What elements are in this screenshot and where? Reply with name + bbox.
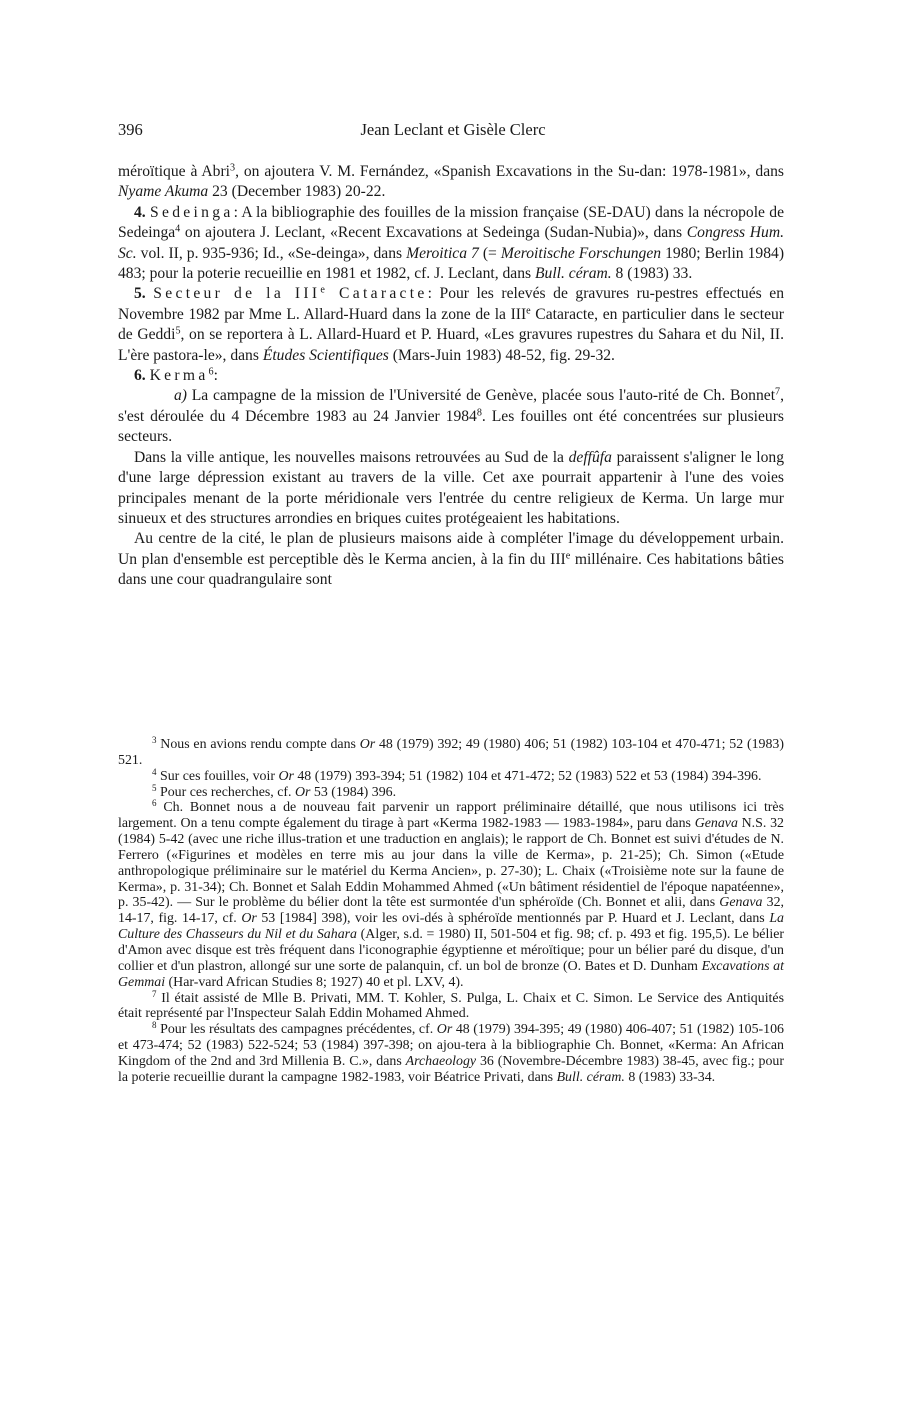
paragraph-abri: méroïtique à Abri$^3$, on ajoutera V. M. Fernández, «Spanish Excavations in the Su-dan: 1978-1981», dans Nyame Akuma 23 (December 1983) 20-22. <box>118 162 785 201</box>
footnote-ref: 4 <box>175 223 181 235</box>
section-number: 4. <box>134 203 146 221</box>
footnote: $^6$ Ch. Bonnet nous a de nouveau fait parvenir un rapport préliminaire détaillé, que nous utilisons ici très largement. On a tenu compte également du tirage à part «Kerma 1982-1983 — 1983-1984», paru dans Genava N.S. 32 (1984) 5-42 (avec une riche illus-tration et une traduction en anglais); le rapport de Ch. Bonnet est suivi d'études de N. Ferrero («Figurines et modèles en terre mis au jour dans la ville de Kerma», p. 21-25); Ch. Simon («Etude anthropologique préliminaire sur le matériel du Kerma Ancien», p. 27-30); L. Chaix («Troisième note sur la faune de Kerma», p. 31-34); Ch. Bonnet et Salah Eddin Mohammed Ahmed («Un bâtiment résidentiel de l'époque napatéenne», p. 35-42). — Sur le problème du bélier dont la tête est surmontée d'un sphéroïde (Ch. Bonnet et alii, dans Genava 32, 14-17, fig. 14-17, cf. Or 53 [1984] 398), voir les ovi-dés à sphéroïde mentionnés par P. Huard et J. Leclant, dans La Culture des Chasseurs du Nil et du Sahara (Alger, s.d. = 1980) II, 501-504 et fig. 98; cf. p. 493 et fig. 195,5). Le bélier d'Amon avec disque est très fréquent dans l'iconographie égyptienne et méroïtique; pour un bélier paré du disque, d'un collier et d'un plastron, allongé sur une sorte de palanquin, cf. un bol de bronze (O. Bates et D. Dunham Excavations at Gemmai (Har-vard African Studies 8; 1927) 40 et pl. LXV, 4). <box>118 798 784 990</box>
section-heading: Secteur de la III <box>153 285 321 303</box>
body-text <box>118 162 784 591</box>
footnote: $^5$ Pour ces recherches, cf. Or 53 (1984) 396. <box>152 782 397 800</box>
section-number: 6. <box>134 367 146 385</box>
footnote: $^8$ Pour les résultats des campagnes précédentes, cf. Or 48 (1979) 394-395; 49 (1980) 406-407; 51 (1982) 105-106 et 473-474; 52 (1983) 522-524; 53 (1984) 397-398; on ajou-tera à la bibliographie Ch. Bonnet, «Kerma: An African Kingdom of the 2nd and 3rd Millenia B. C.», dans Archaeology 36 (Novembre-Décembre 1983) 38-45, avec fig.; pour la poterie recueillie durant la campagne 1982-1983, voir Béatrice Privati, dans Bull. céram. 8 (1983) 33-34. <box>118 1020 784 1085</box>
section-cataracte: 5. Secteur de la IIIe Cataracte: Pour les relevés de gravures ru-pestres effectués en Novembre 1982 par Mme L. Allard-Huard dans la zone de la IIIe Cataracte, en particulier dans le secteur de Geddi$^5$, on se reportera à L. Allard-Huard et P. Huard, «Les gravures rupestres du Sahara et du Nil, II. L'ère pastora-le», dans Études Scientifiques (Mars-Juin 1983) 48-52, fig. 29-32. <box>118 284 785 364</box>
footnote-ref: 8 <box>476 407 482 419</box>
footnote: $^3$ Nous en avions rendu compte dans Or 48 (1979) 392; 49 (1980) 406; 51 (1982) 103-104 et 470-471; 52 (1983) 521. <box>118 735 784 768</box>
section-heading: Kerma <box>149 367 209 385</box>
footnote-ref: 7 <box>775 386 781 398</box>
footnote-mark: 7 <box>152 988 157 999</box>
page-number: 396 <box>118 120 143 139</box>
section-kerma: 6. Kerma$^6$: <box>134 366 218 385</box>
footnote-ref: 3 <box>230 162 236 174</box>
footnote-mark: 6 <box>152 798 157 809</box>
section-sedeinga: 4. Sedeinga: A la bibliographie des fouilles de la mission française (SE-DAU) dans la nécropole de Sedeinga$^4$ on ajoutera J. Leclant, «Recent Excavations at Sedeinga (Sudan-Nubia)», dans Congress Hum. Sc. vol. II, p. 935-936; Id., «Se-deinga», dans Meroitica 7 (= Meroitische Forschungen 1980; Berlin 1984) 483; pour la poterie recueillie en 1981 et 1982, cf. J. Leclant, dans Bull. céram. 8 (1983) 33. <box>118 203 785 283</box>
footnote-mark: 5 <box>152 782 157 793</box>
section-number: 5. <box>134 285 146 303</box>
running-title: Jean Leclant et Gisèle Clerc <box>360 120 546 139</box>
paragraph-cite: Au centre de la cité, le plan de plusieurs maisons aide à compléter l'image du développement urbain. Un plan d'ensemble est perceptible dès le Kerma ancien, à la fin du IIIe millénaire. Ces habitations bâties dans une cour quadrangulaire sont <box>118 530 784 589</box>
paragraph-campagne: a) La campagne de la mission de l'Université de Genève, placée sous l'auto-rité de Ch. Bonnet$^7$, s'est déroulée du 4 Décembre 1983 au 24 Janvier 1984$^8$. Les fouilles ont été concentrées sur plusieurs secteurs. <box>118 386 784 446</box>
paragraph-ville: Dans la ville antique, les nouvelles maisons retrouvées au Sud de la deffûfa paraissent s'aligner le long d'une large dépression existant au travers de la ville. Cet axe pourrait appartenir à l'une des voies principales menant de la porte méridionale vers l'entrée du centre religieux de Kerma. Un large mur sinueux et des structures arrondies en briques cuites protégeaient les habitations. <box>118 448 784 527</box>
footnote-ref: 6 <box>208 366 214 378</box>
footnote-mark: 8 <box>152 1020 157 1031</box>
footnotes <box>118 737 784 1086</box>
footnote-ref: 5 <box>175 325 181 337</box>
footnote-mark: 3 <box>152 735 157 746</box>
footnote: $^7$ Il était assisté de Mlle B. Privati, MM. T. Kohler, S. Pulga, L. Chaix et C. Simon. Le Service des Antiquités était représenté par l'Inspecteur Salah Eddin Mohamed Ahmed. <box>118 988 784 1022</box>
footnote-mark: 4 <box>152 766 157 777</box>
section-heading: Sedeinga <box>150 203 234 221</box>
footnote: $^4$ Sur ces fouilles, voir Or 48 (1979) 393-394; 51 (1982) 104 et 471-472; 52 (1983) 522 et 53 (1984) 394-396. <box>152 766 762 784</box>
